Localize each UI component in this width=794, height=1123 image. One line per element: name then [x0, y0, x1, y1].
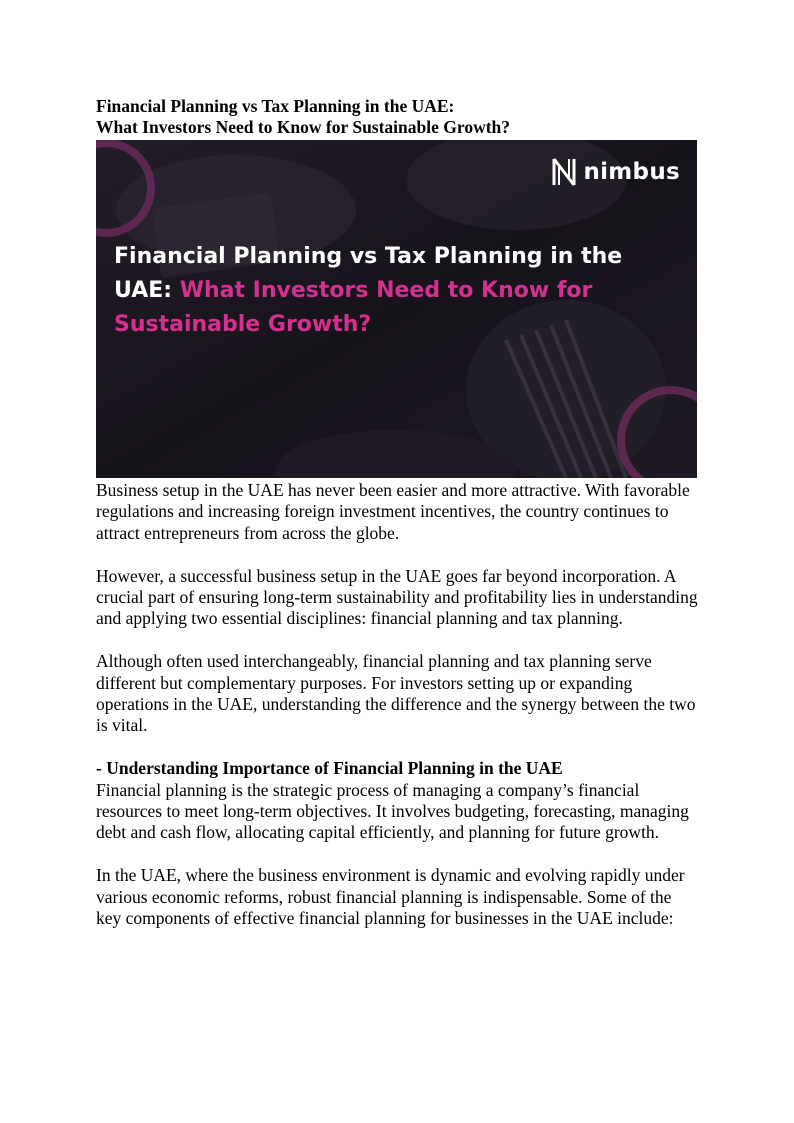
- hero-banner-image: [96, 140, 697, 478]
- nimbus-logo-icon: [551, 157, 577, 187]
- nimbus-logo: [551, 157, 680, 187]
- document-title-line-2: What Investors Need to Know for Sustainable Growth?: [96, 117, 511, 137]
- paragraph-financial-planning-definition: Financial planning is the strategic process of managing a company’s financial resources to meet long-term objectives. It involves budgeting, forecasting, managing debt and cash flow, allocating capital efficiently, and planning for future growth.: [96, 779, 689, 843]
- document-title-line-1: Financial Planning vs Tax Planning in the UAE:: [96, 96, 455, 116]
- banner-heading-white: Financial Planning vs Tax Planning in the UAE:: [114, 244, 623, 303]
- logo-wordmark: nimbus: [583, 159, 680, 185]
- banner-heading-accent: What Investors Need to Know for Sustainable Growth?: [114, 278, 593, 337]
- banner-heading: [114, 240, 674, 342]
- paragraph-uae-environment: In the UAE, where the business environment is dynamic and evolving rapidly under various economic reforms, robust financial planning is indispensable. Some of the key components of effective financial planning for businesses in the UAE include:: [96, 865, 685, 929]
- paragraph-business-setup: However, a successful business setup in the UAE goes far beyond incorporation. A crucial part of ensuring long-term sustainability and profitability lies in understanding and applying two essential disciplines: financial planning and tax planning.: [96, 565, 698, 629]
- section-heading-financial-planning: - Understanding Importance of Financial Planning in the UAE: [96, 758, 563, 779]
- paragraph-complementary: Although often used interchangeably, financial planning and tax planning serve different but complementary purposes. For investors setting up or expanding operations in the UAE, understanding the difference and the synergy between the two is vital.: [96, 651, 696, 736]
- document-page: [96, 96, 698, 929]
- paragraph-intro: Business setup in the UAE has never been easier and more attractive. With favorable regulations and increasing foreign investment incentives, the country continues to attract entrepreneurs from across the globe.: [96, 480, 690, 543]
